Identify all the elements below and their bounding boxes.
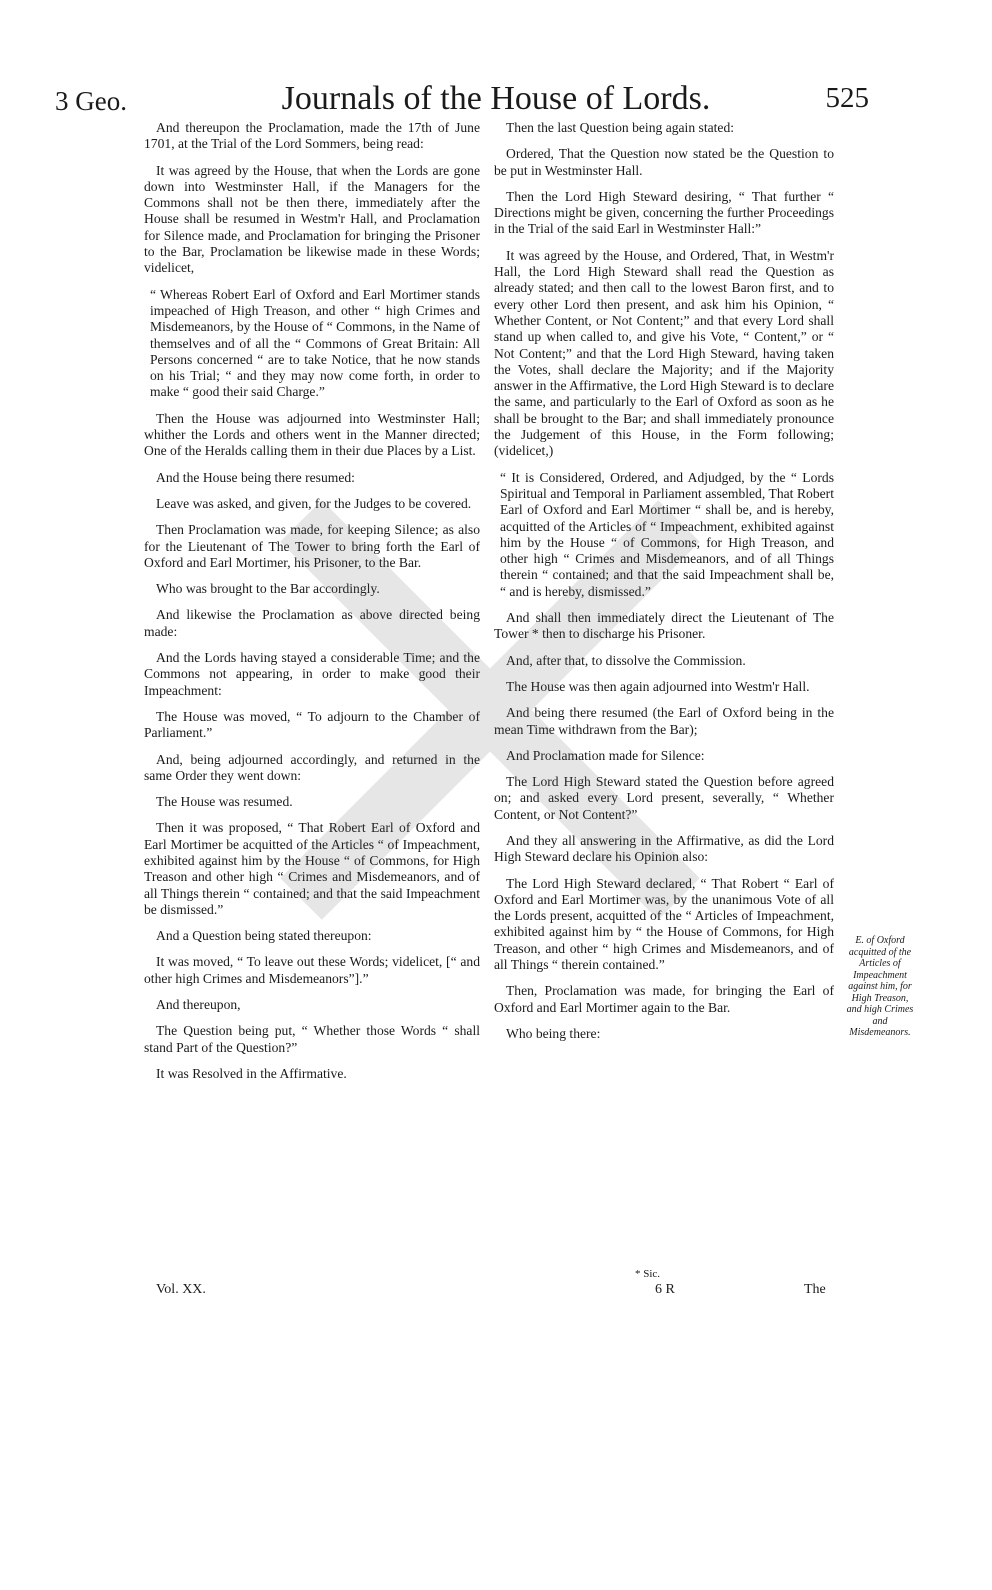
paragraph: Who being there: <box>506 1025 601 1041</box>
footnote: * Sic. <box>635 1268 661 1280</box>
paragraph: And shall then immediately direct the Lieutenant of The Tower * then to discharge his Prisoner. <box>494 610 834 642</box>
paragraph: It was agreed by the House, that when the Lords are gone down into Westminster Hall, if the Managers for the Commons shall not be then there, immediately after the House shall be resumed in Westm'r Hall, and Proclamation for Silence made, and Proclamation for bringing the Prisoner to the Bar, Proclamation be likewise made in these Words; videlicet, <box>144 162 480 276</box>
paragraph: And Proclamation made for Silence: <box>506 747 705 763</box>
margin-note: E. of Oxford acquitted of the Articles of Impeachment against him, for High Treason, and high Crimes and Misdemeanors. <box>846 935 914 1038</box>
paragraph: Then, Proclamation was made, for bringing the Earl of Oxford and Earl Mortimer again to the Bar. <box>494 983 834 1015</box>
signature-mark: 6 R <box>655 1282 675 1297</box>
paragraph: It was moved, “ To leave out these Words; videlicet, [“ and other high Crimes and Misdemeanors”].” <box>144 954 480 986</box>
regnal-year: 3 Geo. <box>55 86 127 116</box>
paragraph: The House was resumed. <box>156 794 293 810</box>
paragraph: And the House being there resumed: <box>156 469 355 485</box>
paragraph: It was agreed by the House, and Ordered, That, in Westm'r Hall, the Lord High Steward shall read the Question as already stated; and then call to the lowest Baron first, and to every other Lord then present, and ask him his Opinion, “ Whether Content, or Not Content;” and that every Lord shall stand up when called to, and give his Vote, “ Content,” or “ Not Content;” and that the Lord High Steward, having taken the Votes, shall declare the Majority; and if the Majority answer in the Affirmative, the Lord High Steward is to declare the same, and particularly to the Earl of Oxford as soon as he shall be brought to the Bar; and shall immediately pronounce the Judgement of this House, in the Form following; (videlicet,) <box>494 247 834 459</box>
paragraph: Leave was asked, and given, for the Judges to be covered. <box>156 495 472 511</box>
paragraph: Then the Lord High Steward desiring, “ That further “ Directions might be given, concerning the further Proceedings in the Trial of the said Earl in Westminster Hall:” <box>494 188 834 237</box>
paragraph: The Lord High Steward stated the Question before agreed on; and asked every Lord present, severally, “ Whether Content, or Not Content?” <box>494 774 834 822</box>
paragraph: The Lord High Steward declared, “ That Robert “ Earl of Oxford and Earl Mortimer was, by the unanimous Vote of all the Lords present, acquitted of the “ Articles of Impeachment, exhibited against him by “ the House of Commons, for High Treason, and other “ high Crimes and Misdemeanors, and of all Things “ therein contained.” <box>494 875 834 973</box>
catchword: The <box>804 1282 826 1297</box>
paragraph: Then the House was adjourned into Westminster Hall; whither the Lords and others went in the Manner directed; One of the Heralds calling them in their due Places by a List. <box>144 410 480 459</box>
paragraph: It was Resolved in the Affirmative. <box>156 1065 347 1081</box>
paragraph: And thereupon the Proclamation, made the 17th of June 1701, at the Trial of the Lord Sommers, being read: <box>144 120 480 152</box>
paragraph: And a Question being stated thereupon: <box>156 928 372 944</box>
paragraph: Ordered, That the Question now stated be the Question to be put in Westminster Hall. <box>494 146 834 178</box>
paragraph: The House was then again adjourned into Westm'r Hall. <box>506 678 810 694</box>
paragraph: The Question being put, “ Whether those Words “ shall stand Part of the Question?” <box>144 1023 480 1055</box>
quoted-judgement: “ It is Considered, Ordered, and Adjudged, by the “ Lords Spiritual and Temporal in Parliament assembled, That Robert Earl of Oxford and Earl Mortimer “ shall be, and is hereby, acquitted of the Articles of “ Impeachment, exhibited against him by the House “ of Commons, for High Treason, and other high “ Crimes and Misdemeanors, and of all Things therein “ contained; and that the said Impeachment shall be, “ and is hereby, dismissed.” <box>500 469 834 599</box>
paragraph: And they all answering in the Affirmative, as did the Lord High Steward declare his Opinion also: <box>494 832 834 865</box>
right-column <box>494 120 834 1052</box>
volume-number: Vol. XX. <box>156 1282 206 1297</box>
paragraph: Then it was proposed, “ That Robert Earl of Oxford and Earl Mortimer be acquitted of the Articles “ of Impeachment, exhibited against him by the House “ of Commons, for High Treason and other high “ Crimes and Misdemeanors, and of all Things therein “ contained; and that the said Impeachment be dismissed.” <box>144 820 480 917</box>
quoted-proclamation: “ Whereas Robert Earl of Oxford and Earl Mortimer stands impeached of High Treason, and other “ high Crimes and Misdemeanors, by the House of “ Commons, in the Name of themselves and of all the “ Commons of Great Britain: All Persons concerned “ are to take Notice, that he now stands on his Trial; “ and they may now come forth, in order to make “ good their said Charge.” <box>150 286 480 400</box>
paragraph: And thereupon, <box>156 997 241 1013</box>
paragraph: The House was moved, “ To adjourn to the Chamber of Parliament.” <box>144 708 480 741</box>
journal-title: Journals of the House of Lords. <box>281 80 711 117</box>
paragraph: And the Lords having stayed a considerable Time; and the Commons not appearing, in order to make good their Impeachment: <box>144 650 480 698</box>
paragraph: And being there resumed (the Earl of Oxford being in the mean Time withdrawn from the Bar); <box>494 705 834 737</box>
left-column <box>144 120 480 1092</box>
paragraph: And likewise the Proclamation as above directed being made: <box>144 607 480 639</box>
paragraph: And, after that, to dissolve the Commission. <box>506 652 746 668</box>
paragraph: Then Proclamation was made, for keeping Silence; as also for the Lieutenant of The Tower to bring forth the Earl of Oxford and Earl Mortimer, his Prisoner, to the Bar. <box>144 522 480 570</box>
paragraph: And, being adjourned accordingly, and returned in the same Order they went down: <box>144 751 480 783</box>
paragraph: Then the last Question being again stated: <box>506 120 735 135</box>
paragraph: Who was brought to the Bar accordingly. <box>156 581 380 597</box>
page-number: 525 <box>825 82 869 114</box>
